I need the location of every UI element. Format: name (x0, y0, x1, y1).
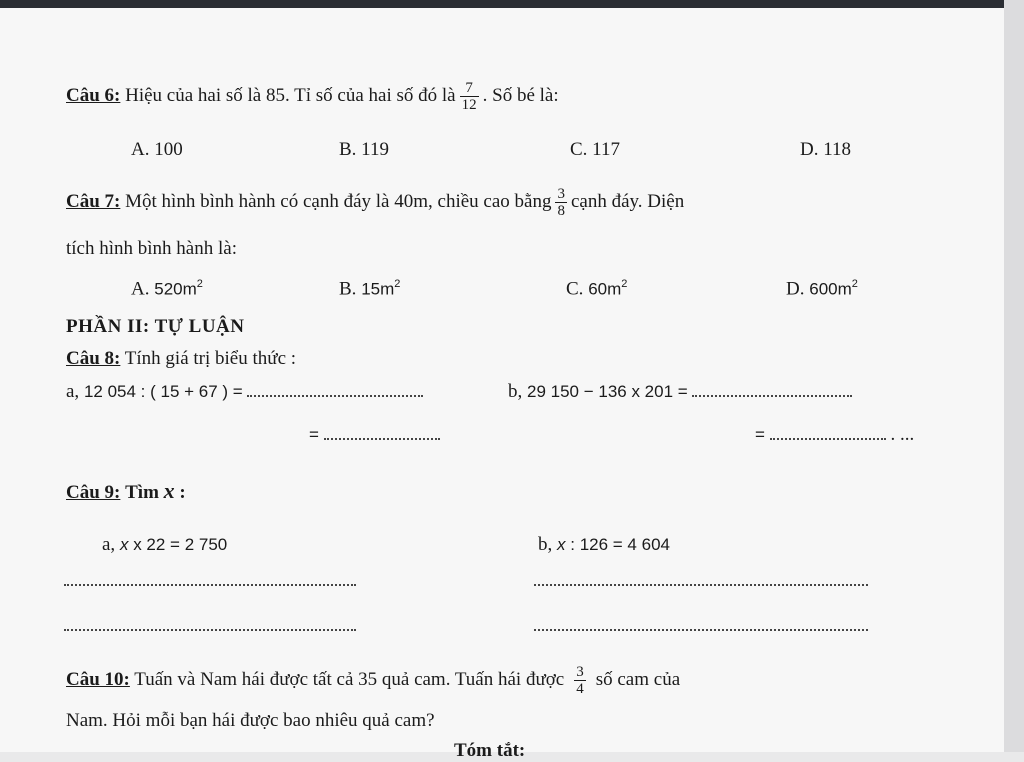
q8-label: Câu 8: (66, 348, 121, 369)
q7-option-d-value: 600m (809, 279, 852, 299)
q8-b-tail: . ... (890, 424, 915, 445)
question-10 (66, 664, 680, 697)
q7-option-b-letter: B. (339, 278, 357, 300)
q7-option-c-letter: C. (566, 278, 584, 300)
q7-frac-num: 3 (557, 186, 565, 202)
q8-a-expression: 12 054 : ( 15 + 67 ) = (83, 382, 243, 401)
q7-option-a-letter: A. (131, 278, 150, 300)
q9-a-answer-line-2 (64, 615, 356, 631)
q7-label: Câu 7: (66, 190, 121, 212)
question-6 (66, 80, 559, 113)
q6-frac-num: 7 (465, 80, 473, 96)
q10-fraction (574, 664, 586, 697)
q9-a-answer-line-1 (64, 570, 356, 586)
q8-text: Tính giá trị biểu thức : (124, 348, 297, 369)
q7-text-c: tích hình bình hành là: (66, 238, 237, 259)
q10-frac-num: 3 (576, 664, 584, 680)
question-8 (66, 348, 296, 370)
q10-frac-den: 4 (576, 681, 584, 697)
q9-a-prefix: a, (102, 534, 116, 555)
q7-option-b (339, 278, 400, 300)
q7-text-a: Một hình bình hành có cạnh đáy là 40m, chiều cao bằng (125, 190, 552, 212)
q7-option-c-sup: 2 (621, 278, 628, 290)
q8-b-eq: = (755, 425, 765, 444)
q8-a-prefix: a, (66, 381, 80, 402)
q8-b-prefix: b, (508, 381, 523, 402)
q9-a-variable: x (119, 535, 129, 554)
q9-part-a (102, 534, 227, 556)
q8-a-step-2-line (324, 424, 440, 440)
q6-option-c: C. 117 (570, 139, 620, 160)
q9-label: Câu 9: (66, 482, 121, 503)
q6-text-a: Hiệu của hai số là 85. Tỉ số của hai số đó là (125, 84, 456, 106)
q6-text-b: . Số bé là: (482, 84, 559, 106)
q8-part-b (508, 381, 852, 403)
question-7 (66, 186, 684, 219)
q7-option-c-value: 60m (588, 279, 622, 299)
q7-text-b: cạnh đáy. Diện (570, 190, 685, 212)
q9-part-b (538, 534, 670, 556)
q9-b-prefix: b, (538, 534, 553, 555)
q7-option-d (786, 278, 858, 300)
q9-text: Tìm (125, 482, 159, 503)
q6-fraction (460, 80, 479, 113)
q7-option-b-sup: 2 (394, 278, 401, 290)
q8-part-a (66, 381, 423, 403)
q8-a-eq: = (309, 425, 319, 444)
q9-a-expression: x 22 = 2 750 (133, 535, 228, 554)
q7-option-a-sup: 2 (196, 278, 203, 290)
q10-label: Câu 10: (66, 668, 130, 690)
q7-option-c (566, 278, 627, 300)
q10-text-c: Nam. Hỏi mỗi bạn hái được bao nhiêu quả cam? (66, 710, 435, 731)
q6-option-d: D. 118 (800, 139, 852, 160)
q8-b-expression: 29 150 − 136 x 201 = (527, 382, 688, 401)
q8-b-answer-line (692, 381, 852, 397)
q8-a-step-2 (309, 424, 440, 446)
question-9 (66, 478, 186, 504)
q6-option-a: A. 100 (131, 139, 183, 160)
q9-colon: : (179, 482, 186, 503)
q10-text-b: số cam của (595, 668, 681, 690)
right-edge (1004, 0, 1024, 752)
q8-b-step-2 (755, 424, 914, 446)
q10-summary-heading: Tóm tắt: (454, 740, 526, 761)
q6-option-b: B. 119 (339, 139, 389, 160)
q7-fraction (555, 186, 567, 219)
q9-b-expression: : 126 = 4 604 (570, 535, 670, 554)
q7-option-a-value: 520m (154, 279, 197, 299)
q7-frac-den: 8 (557, 203, 565, 219)
window-top-bar (0, 0, 1024, 8)
q6-frac-den: 12 (461, 97, 477, 113)
q8-b-step-2-line (770, 424, 886, 440)
q7-option-a (131, 278, 203, 300)
q8-a-answer-line (247, 381, 423, 397)
worksheet-page (0, 8, 1004, 752)
q7-option-d-letter: D. (786, 278, 805, 300)
q10-text-a: Tuấn và Nam hái được tất cả 35 quả cam. Tuấn hái được (134, 668, 565, 690)
q9-variable: x (163, 478, 175, 503)
q6-label: Câu 6: (66, 84, 121, 106)
q9-b-variable: x (557, 535, 566, 554)
q9-b-answer-line-1 (534, 570, 868, 586)
q7-option-d-sup: 2 (851, 278, 858, 290)
q9-b-answer-line-2 (534, 615, 868, 631)
q7-option-b-value: 15m (361, 279, 395, 299)
part-2-heading: PHẦN II: TỰ LUẬN (66, 316, 245, 337)
